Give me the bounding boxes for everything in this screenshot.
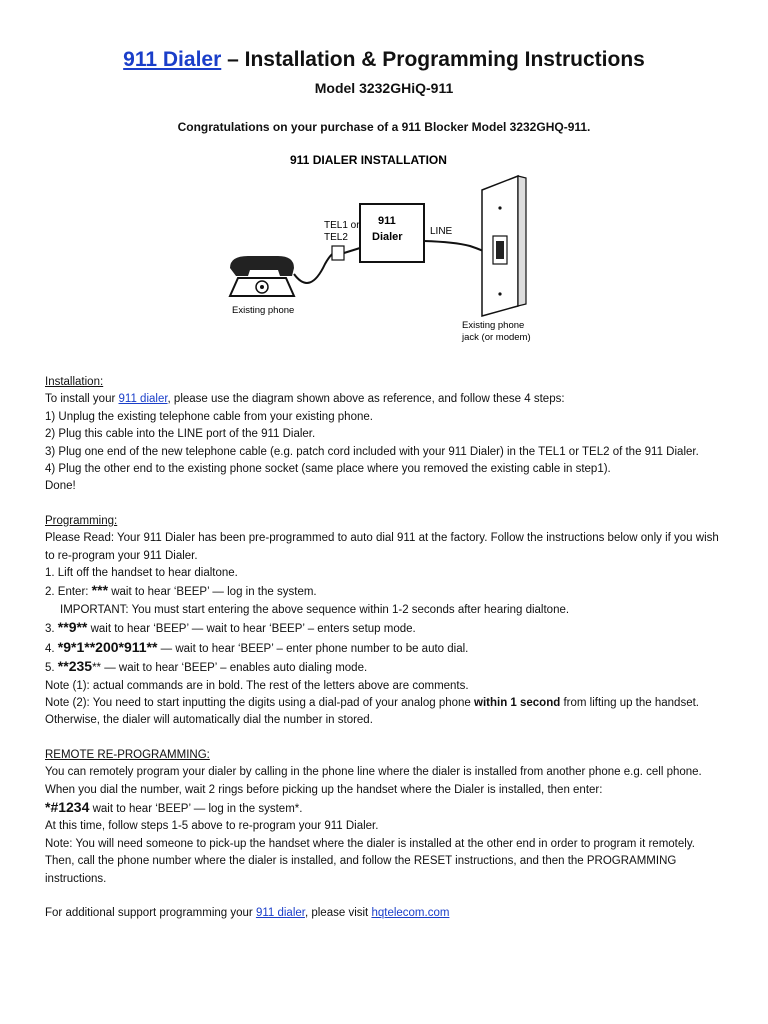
remote-p3: At this time, follow steps 1-5 above to re-program your 911 Dialer. [45, 820, 379, 833]
wall-jack-icon [482, 176, 526, 316]
note2-pre: Note (2): You need to start inputting the digits using a dial-pad of your analog phone [45, 696, 474, 709]
remote-p1: You can remotely program your dialer by calling in the phone line where the dialer is installed from another phone e.g. cell phone. [45, 766, 702, 779]
installation-diagram [200, 146, 580, 352]
step2-post: wait to hear ‘BEEP’ — log in the system. [108, 586, 317, 599]
remote-code-line [45, 799, 725, 818]
step5-pre: 5. [45, 662, 58, 675]
title-911-dialer-link[interactable]: 911 Dialer [123, 48, 222, 71]
remote-heading-text: REMOTE RE-PROGRAMMING: [45, 748, 210, 761]
installation-heading-text: Installation: [45, 376, 104, 388]
line-label: LINE [430, 226, 453, 237]
model-subtitle: Model 3232GHiQ-911 [314, 80, 454, 96]
install-step-3: 3) Plug one end of the new telephone cable (e.g. patch cord included with your 911 Dialer) in the TEL1 or TEL2 of the 911 Dialer. [45, 445, 699, 458]
step5-post: ** — wait to hear ‘BEEP’ – enables auto dialing mode. [92, 662, 368, 675]
install-done: Done! [45, 480, 76, 493]
install-step-4: 4) Plug the other end to the existing phone socket (same place where you removed the existing cable in step1). [45, 463, 611, 476]
programming-note-2 [45, 695, 725, 730]
support-911-dialer-link[interactable]: 911 dialer [255, 906, 305, 919]
step3-code: **9** [57, 619, 88, 636]
dialer-box-label-1: 911 [378, 215, 396, 227]
programming-step-1: 1. Lift off the handset to hear dialtone. [45, 567, 238, 580]
step2-code: *** [91, 582, 109, 599]
step3-pre: 3. [45, 623, 58, 636]
programming-important: IMPORTANT: You must start entering the above sequence within 1-2 seconds after hearing dialtone. [60, 603, 570, 616]
jack-caption-1: Existing phone [462, 320, 525, 331]
dialer-box-label-2: Dialer [372, 231, 403, 243]
note2-post: from lifting up the handset. Otherwise, the dialer will automatically dial the number in stored. [45, 696, 699, 727]
intro-post: , please use the diagram shown above as reference, and follow these 4 steps: [167, 393, 565, 406]
programming-step-4 [45, 639, 725, 658]
remote-p4: Note: You will need someone to pick-up the handset where the dialer is installed at the other end in order to program it remotely. Then, call the phone number where the dialer is installed, and follow the RESET instructions, and then the PROGRAMMING instructions. [45, 837, 695, 885]
note2-bold: within 1 second [474, 696, 561, 709]
tel-label-2: TEL2 [324, 232, 348, 243]
telephone-icon [230, 256, 294, 296]
hqtelecom-link[interactable]: hqtelecom.com [371, 906, 450, 919]
step4-post: — wait to hear ‘BEEP’ – enter phone number to be auto dial. [157, 642, 469, 655]
support-line [45, 905, 725, 922]
support-pre: For additional support programming your [45, 906, 256, 919]
intro-pre: To install your [45, 393, 119, 406]
programming-read: Please Read: Your 911 Dialer has been pre-programmed to auto dial 911 at the factory. Follow the instructions below only if you wish to re-program your 911 Dialer. [45, 532, 719, 562]
step5-code: **235 [57, 658, 93, 675]
phone-caption: Existing phone [232, 305, 295, 316]
remote-heading [45, 747, 725, 764]
installation-heading [45, 374, 725, 391]
programming-step-5 [45, 658, 725, 677]
programming-heading-text: Programming: [45, 514, 118, 527]
programming-step-3 [45, 619, 725, 638]
remote-code: *#1234 [45, 798, 90, 815]
step4-code: *9*1**200*911** [57, 638, 158, 655]
jack-caption-2: jack (or modem) [462, 332, 531, 343]
diagram-heading: 911 DIALER INSTALLATION [290, 153, 447, 167]
install-step-2: 2) Plug this cable into the LINE port of the 911 Dialer. [45, 428, 316, 441]
programming-note-1: Note (1): actual commands are in bold. The rest of the letters above are comments. [45, 679, 469, 692]
step2-pre: 2. Enter: [45, 586, 92, 599]
document-body [45, 374, 725, 922]
programming-step-2 [45, 582, 725, 601]
tel-plug [332, 246, 344, 260]
install-step-1: 1) Unplug the existing telephone cable from your existing phone. [45, 410, 373, 423]
page-title [0, 48, 768, 72]
remote-code-post: wait to hear ‘BEEP’ — log in the system*. [89, 802, 303, 815]
installation-intro [45, 391, 725, 408]
congratulations-text: Congratulations on your purchase of a 911 Blocker Model 3232GHQ-911. [177, 120, 591, 134]
step3-post: wait to hear ‘BEEP’ — wait to hear ‘BEEP’ – enters setup mode. [87, 623, 416, 636]
programming-heading [45, 513, 725, 530]
intro-911-dialer-link[interactable]: 911 dialer [118, 393, 168, 406]
tel-label-1: TEL1 or [324, 220, 360, 231]
support-mid: , please visit [304, 906, 372, 919]
step4-pre: 4. [45, 642, 58, 655]
title-rest: – Installation & Programming Instructions [221, 48, 645, 71]
remote-p2: When you dial the number, wait 2 rings before picking up the handset where the Dialer is installed, then enter: [45, 783, 603, 796]
